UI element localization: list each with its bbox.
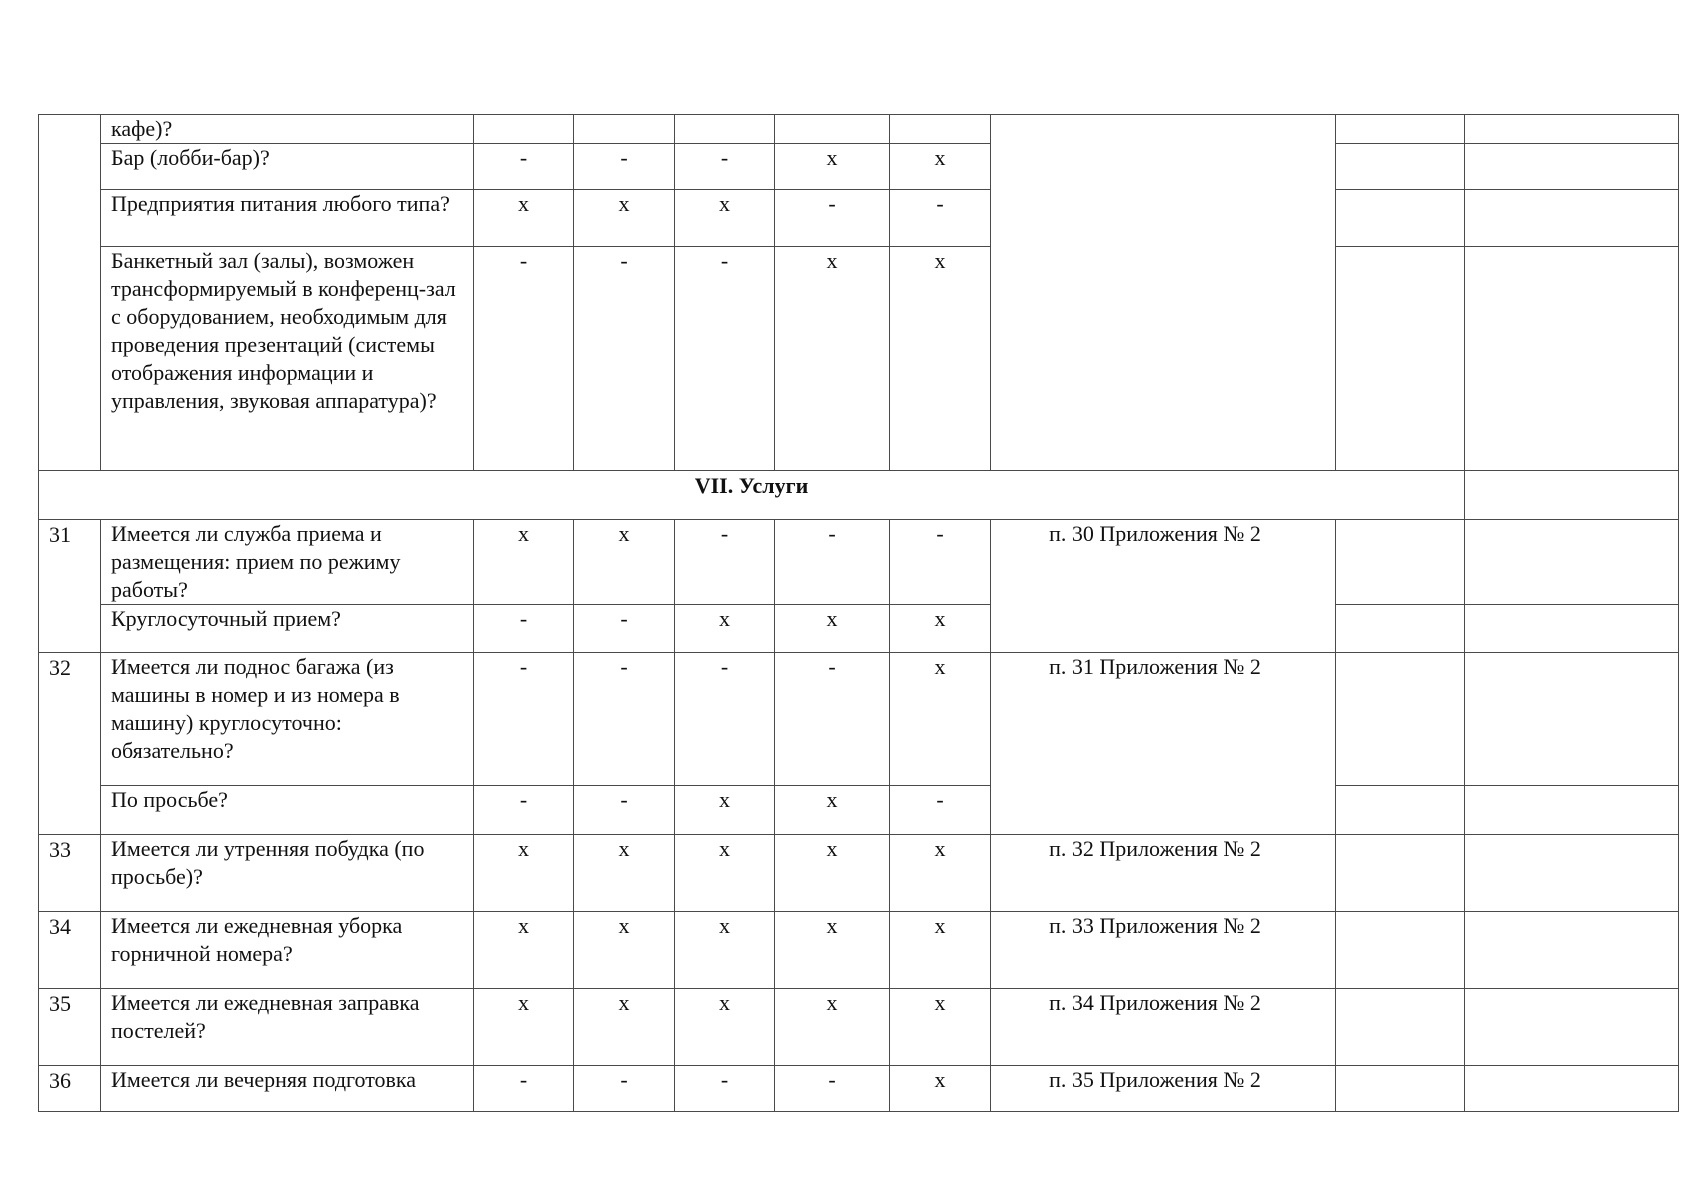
notes-cell[interactable]	[1465, 835, 1679, 912]
answer-cell[interactable]	[1336, 520, 1465, 605]
mark-cell: -	[574, 247, 675, 471]
table-row	[39, 835, 1679, 912]
answer-cell[interactable]	[1336, 605, 1465, 653]
mark-cell	[775, 115, 890, 144]
item-number: 35	[39, 989, 101, 1066]
mark-cell: x	[675, 912, 775, 989]
reference-cell: п. 32 Приложения № 2	[991, 835, 1336, 912]
notes-cell[interactable]	[1465, 989, 1679, 1066]
question-cell: Имеется ли вечерняя подготовка	[101, 1066, 474, 1112]
mark-cell: x	[890, 989, 991, 1066]
mark-cell: x	[775, 144, 890, 190]
mark-cell	[574, 115, 675, 144]
table-row	[39, 653, 1679, 786]
mark-cell	[474, 115, 574, 144]
mark-cell: x	[574, 190, 675, 247]
question-cell: По просьбе?	[101, 786, 474, 835]
mark-cell: -	[474, 247, 574, 471]
question-cell: Имеется ли ежедневная заправка постелей?	[101, 989, 474, 1066]
mark-cell: x	[474, 912, 574, 989]
question-cell: Имеется ли ежедневная уборка горничной номера?	[101, 912, 474, 989]
mark-cell: x	[675, 989, 775, 1066]
notes-cell[interactable]	[1465, 190, 1679, 247]
mark-cell: -	[775, 190, 890, 247]
mark-cell: -	[474, 605, 574, 653]
table-row	[39, 1066, 1679, 1112]
mark-cell: -	[890, 190, 991, 247]
answer-cell[interactable]	[1336, 653, 1465, 786]
notes-cell[interactable]	[1465, 247, 1679, 471]
notes-cell[interactable]	[1465, 144, 1679, 190]
question-cell: Круглосуточный прием?	[101, 605, 474, 653]
mark-cell: x	[474, 520, 574, 605]
mark-cell: -	[890, 786, 991, 835]
item-number: 34	[39, 912, 101, 989]
mark-cell: -	[474, 1066, 574, 1112]
mark-cell: x	[574, 912, 675, 989]
answer-cell[interactable]	[1336, 912, 1465, 989]
mark-cell: x	[675, 605, 775, 653]
item-number-cell	[39, 115, 101, 471]
mark-cell: x	[890, 605, 991, 653]
answer-cell[interactable]	[1336, 144, 1465, 190]
table-row	[39, 989, 1679, 1066]
table-row	[39, 190, 1679, 247]
mark-cell: x	[890, 653, 991, 786]
reference-cell	[991, 115, 1336, 471]
question-cell: Имеется ли утренняя побудка (по просьбе)?	[101, 835, 474, 912]
mark-cell: -	[775, 520, 890, 605]
mark-cell: x	[675, 190, 775, 247]
mark-cell: x	[574, 989, 675, 1066]
mark-cell: x	[775, 786, 890, 835]
answer-cell[interactable]	[1336, 989, 1465, 1066]
answer-cell[interactable]	[1336, 247, 1465, 471]
mark-cell: -	[574, 786, 675, 835]
notes-cell[interactable]	[1465, 786, 1679, 835]
mark-cell: x	[474, 835, 574, 912]
mark-cell: x	[775, 605, 890, 653]
table-row	[39, 144, 1679, 190]
mark-cell: -	[775, 1066, 890, 1112]
notes-cell[interactable]	[1465, 605, 1679, 653]
answer-cell[interactable]	[1336, 1066, 1465, 1112]
mark-cell: x	[775, 989, 890, 1066]
mark-cell	[890, 115, 991, 144]
answer-cell[interactable]	[1336, 835, 1465, 912]
notes-cell[interactable]	[1465, 1066, 1679, 1112]
mark-cell: x	[675, 835, 775, 912]
mark-cell: x	[890, 835, 991, 912]
answer-cell[interactable]	[1336, 190, 1465, 247]
question-cell: Предприятия питания любого типа?	[101, 190, 474, 247]
mark-cell: x	[890, 247, 991, 471]
question-cell: кафе)?	[101, 115, 474, 144]
mark-cell: -	[574, 653, 675, 786]
table-row	[39, 605, 1679, 653]
item-number: 36	[39, 1066, 101, 1112]
section-title: VII. Услуги	[39, 471, 1465, 520]
mark-cell: x	[890, 144, 991, 190]
mark-cell: -	[574, 144, 675, 190]
mark-cell: -	[675, 653, 775, 786]
item-number: 33	[39, 835, 101, 912]
notes-cell[interactable]	[1465, 653, 1679, 786]
question-cell: Банкетный зал (залы), возможен трансформируемый в конференц-зал с оборудованием, необходимым для проведения презентаций (системы отображения информации и управления, звуковая аппаратура)?	[101, 247, 474, 471]
mark-cell: -	[675, 520, 775, 605]
notes-cell[interactable]	[1465, 471, 1679, 520]
answer-cell[interactable]	[1336, 115, 1465, 144]
mark-cell: x	[574, 835, 675, 912]
notes-cell[interactable]	[1465, 912, 1679, 989]
mark-cell	[675, 115, 775, 144]
table-row	[39, 247, 1679, 471]
mark-cell: x	[890, 1066, 991, 1112]
mark-cell: -	[890, 520, 991, 605]
section-header-row	[39, 471, 1679, 520]
mark-cell: x	[890, 912, 991, 989]
reference-cell: п. 35 Приложения № 2	[991, 1066, 1336, 1112]
notes-cell[interactable]	[1465, 115, 1679, 144]
question-cell: Имеется ли служба приема и размещения: прием по режиму работы?	[101, 520, 474, 605]
mark-cell: -	[675, 247, 775, 471]
mark-cell: -	[574, 1066, 675, 1112]
mark-cell: -	[474, 786, 574, 835]
notes-cell[interactable]	[1465, 520, 1679, 605]
mark-cell: x	[474, 989, 574, 1066]
mark-cell: -	[675, 144, 775, 190]
mark-cell: -	[675, 1066, 775, 1112]
mark-cell: x	[675, 786, 775, 835]
question-cell: Имеется ли поднос багажа (из машины в номер и из номера в машину) круглосуточно: обязательно?	[101, 653, 474, 786]
mark-cell: x	[775, 912, 890, 989]
item-number: 31	[39, 520, 101, 653]
mark-cell: -	[775, 653, 890, 786]
reference-cell: п. 34 Приложения № 2	[991, 989, 1336, 1066]
question-cell: Бар (лобби-бар)?	[101, 144, 474, 190]
table-row	[39, 115, 1679, 144]
table-row	[39, 520, 1679, 605]
mark-cell: x	[775, 247, 890, 471]
reference-cell: п. 31 Приложения № 2	[991, 653, 1336, 835]
criteria-table	[38, 114, 1679, 1112]
mark-cell: -	[574, 605, 675, 653]
mark-cell: -	[474, 653, 574, 786]
item-number: 32	[39, 653, 101, 835]
reference-cell: п. 33 Приложения № 2	[991, 912, 1336, 989]
mark-cell: x	[474, 190, 574, 247]
mark-cell: x	[775, 835, 890, 912]
table-row	[39, 912, 1679, 989]
answer-cell[interactable]	[1336, 786, 1465, 835]
mark-cell: -	[474, 144, 574, 190]
table-row	[39, 786, 1679, 835]
mark-cell: x	[574, 520, 675, 605]
reference-cell: п. 30 Приложения № 2	[991, 520, 1336, 653]
